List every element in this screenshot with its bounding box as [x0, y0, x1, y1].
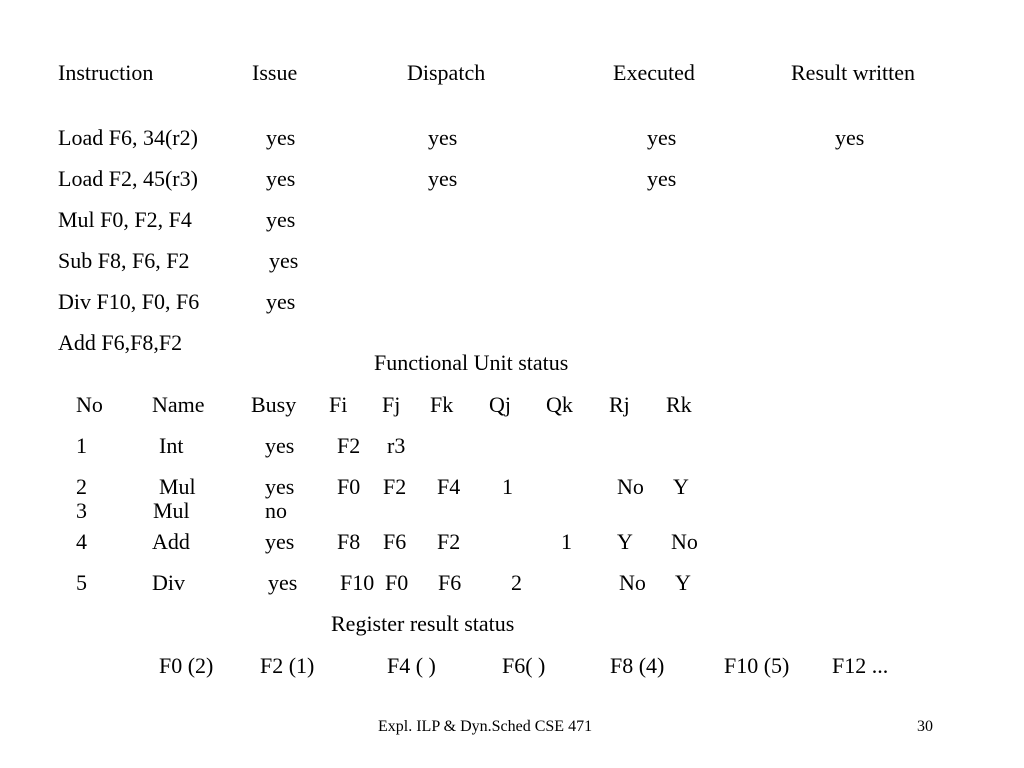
fu-header-rj: Rj	[609, 392, 630, 417]
fu-no-cell: 4	[76, 529, 87, 554]
fu-fk-cell: F2	[437, 529, 461, 554]
register-entry: F4 ( )	[387, 653, 436, 678]
issue-cell: yes	[266, 207, 296, 232]
fu-fj-cell: r3	[387, 433, 406, 458]
dispatch-cell: yes	[428, 125, 458, 150]
fu-fj-cell: F2	[383, 474, 407, 499]
fu-busy-cell: yes	[265, 474, 295, 499]
fu-header-name: Name	[152, 392, 205, 417]
fu-rk-cell: Y	[675, 570, 691, 595]
fu-busy-cell: yes	[268, 570, 298, 595]
register-entry: F6( )	[502, 653, 546, 678]
fu-busy-cell: no	[265, 498, 287, 523]
fu-fi-cell: F10	[340, 570, 375, 595]
fu-qk-cell: 1	[561, 529, 572, 554]
instruction-cell: Div F10, F0, F6	[58, 289, 200, 314]
fu-fi-cell: F2	[337, 433, 361, 458]
fu-header-qk: Qk	[546, 392, 573, 417]
header-issue: Issue	[252, 60, 298, 85]
issue-cell: yes	[266, 289, 296, 314]
fu-no-cell: 3	[76, 498, 87, 523]
fu-header-fk: Fk	[430, 392, 454, 417]
fu-no-cell: 1	[76, 433, 87, 458]
fu-name-cell: Div	[152, 570, 185, 595]
fu-name-cell: Mul	[153, 498, 190, 523]
register-result-status-title: Register result status	[331, 611, 515, 636]
footer-course: Expl. ILP & Dyn.Sched CSE 471	[378, 718, 593, 735]
instruction-cell: Mul F0, F2, F4	[58, 207, 192, 232]
fu-header-rk: Rk	[666, 392, 692, 417]
fu-header-fi: Fi	[329, 392, 348, 417]
dispatch-cell: yes	[428, 166, 458, 191]
register-entry: F8 (4)	[610, 653, 665, 678]
fu-header-qj: Qj	[489, 392, 511, 417]
fu-name-cell: Mul	[159, 474, 196, 499]
fu-fk-cell: F4	[437, 474, 461, 499]
fu-rj-cell: No	[617, 474, 644, 499]
fu-fi-cell: F8	[337, 529, 361, 554]
register-entry: F12 ...	[832, 653, 889, 678]
fu-fj-cell: F0	[385, 570, 409, 595]
executed-cell: yes	[647, 125, 677, 150]
fu-fk-cell: F6	[438, 570, 462, 595]
instruction-cell: Add F6,F8,F2	[58, 330, 183, 355]
header-executed: Executed	[613, 60, 695, 85]
fu-busy-cell: yes	[265, 529, 295, 554]
register-entry: F2 (1)	[260, 653, 315, 678]
instruction-cell: Load F2, 45(r3)	[58, 166, 198, 191]
fu-fi-cell: F0	[337, 474, 361, 499]
register-entry: F0 (2)	[159, 653, 214, 678]
issue-cell: yes	[269, 248, 299, 273]
fu-fj-cell: F6	[383, 529, 407, 554]
functional-unit-status-title: Functional Unit status	[374, 350, 569, 375]
fu-name-cell: Int	[159, 433, 184, 458]
issue-cell: yes	[266, 166, 296, 191]
header-dispatch: Dispatch	[407, 60, 486, 85]
fu-rk-cell: No	[671, 529, 698, 554]
page-number: 30	[917, 718, 933, 735]
result-written-cell: yes	[835, 125, 865, 150]
fu-header-fj: Fj	[382, 392, 401, 417]
fu-busy-cell: yes	[265, 433, 295, 458]
executed-cell: yes	[647, 166, 677, 191]
fu-header-busy: Busy	[251, 392, 297, 417]
fu-qj-cell: 2	[511, 570, 522, 595]
register-entry: F10 (5)	[724, 653, 790, 678]
header-instruction: Instruction	[58, 60, 154, 85]
header-result-written: Result written	[791, 60, 916, 85]
fu-header-no: No	[76, 392, 103, 417]
fu-qj-cell: 1	[502, 474, 513, 499]
fu-name-cell: Add	[152, 529, 190, 554]
fu-no-cell: 2	[76, 474, 87, 499]
instruction-cell: Sub F8, F6, F2	[58, 248, 190, 273]
fu-no-cell: 5	[76, 570, 87, 595]
fu-rj-cell: Y	[617, 529, 633, 554]
issue-cell: yes	[266, 125, 296, 150]
fu-rj-cell: No	[619, 570, 646, 595]
instruction-cell: Load F6, 34(r2)	[58, 125, 198, 150]
fu-rk-cell: Y	[673, 474, 689, 499]
